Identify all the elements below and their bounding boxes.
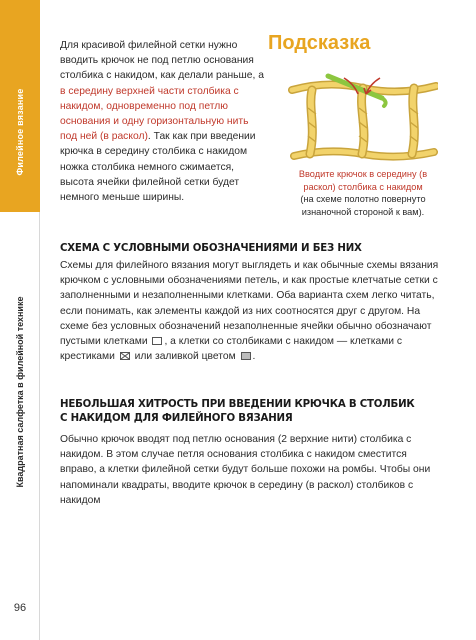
- symbols-text-b: , а клетки со столбиками с накидом — клетками с крестиками: [60, 336, 403, 363]
- symbols-text-d: .: [252, 351, 256, 363]
- section-body-trick: Обычно крючок вводят под петлю основания (2 верхние нити) столбика с накидом. В этом случае петля основания столбика с накидом сместится вправо, а клетки филейной сетки будут больше похожи на ромбы. Чтобы они напоминали квадраты, вводите крючок в середину (в раскол) столбиков с накидом: [60, 434, 431, 506]
- section-heading-trick: [60, 398, 440, 426]
- empty-cell-icon: [152, 337, 162, 345]
- sidebar-section-tab: [0, 0, 40, 212]
- hint-caption-highlight: Вводите крючок в середину (в раскол) столбика с накидом: [298, 169, 428, 192]
- intro-text-1: Для красивой филейной сетки нужно вводить крючок не под петлю основания столбика с накидом, как делали раньше, а: [60, 40, 264, 82]
- sidebar-chapter-tab: [0, 212, 40, 640]
- hint-caption: [288, 168, 438, 218]
- filled-cell-icon: [241, 352, 251, 360]
- chapter-label: Квадратная салфетка в филейной технике: [14, 296, 25, 488]
- section-body-symbols: [60, 258, 445, 364]
- intro-paragraph: [60, 38, 265, 205]
- trick-heading-line2: С НАКИДОМ ДЛЯ ФИЛЕЙНОГО ВЯЗАНИЯ: [60, 413, 293, 424]
- section-heading-symbols: СХЕМА С УСЛОВНЫМИ ОБОЗНАЧЕНИЯМИ И БЕЗ НИХ: [60, 243, 362, 254]
- crossed-cell-icon: [120, 352, 130, 360]
- section-label: Филейное вязание: [15, 88, 25, 176]
- crochet-stitch-diagram-icon: [288, 68, 438, 173]
- intro-highlight: в середину верхней части столбика с накидом, одновременно под петлю основания и одну горизонтальную нить под ней (в раскол): [60, 85, 249, 143]
- symbols-text-a: Схемы для филейного вязания могут выглядеть и как обычные схемы вязания крючком с условными обозначениями петель, и как простые клетчатые сетки с заполненными и незаполненными клетками. Оба варианта схем легко читать, если понимать, как элементы каждой из них соотносятся друг с другом. На схеме без условных обозначений незаполненные ячейки обычно обозначают пустыми клетками: [60, 260, 439, 348]
- page-number: 96: [13, 602, 27, 614]
- trick-heading-line1: НЕБОЛЬШАЯ ХИТРОСТЬ ПРИ ВВЕДЕНИИ КРЮЧКА В СТОЛБИК: [60, 399, 415, 410]
- hint-caption-rest: (на схеме полотно повернуто изнаночной стороной к вам).: [300, 194, 426, 217]
- intro-text-2: . Так как при введении крючка в середину столбика с накидом ножка столбика немного сжимается, высота ячейки филейной сетки будет немного меньше ширины.: [60, 131, 256, 204]
- symbols-text-c: или заливкой цветом: [131, 351, 239, 363]
- hint-title: Подсказка: [268, 32, 371, 54]
